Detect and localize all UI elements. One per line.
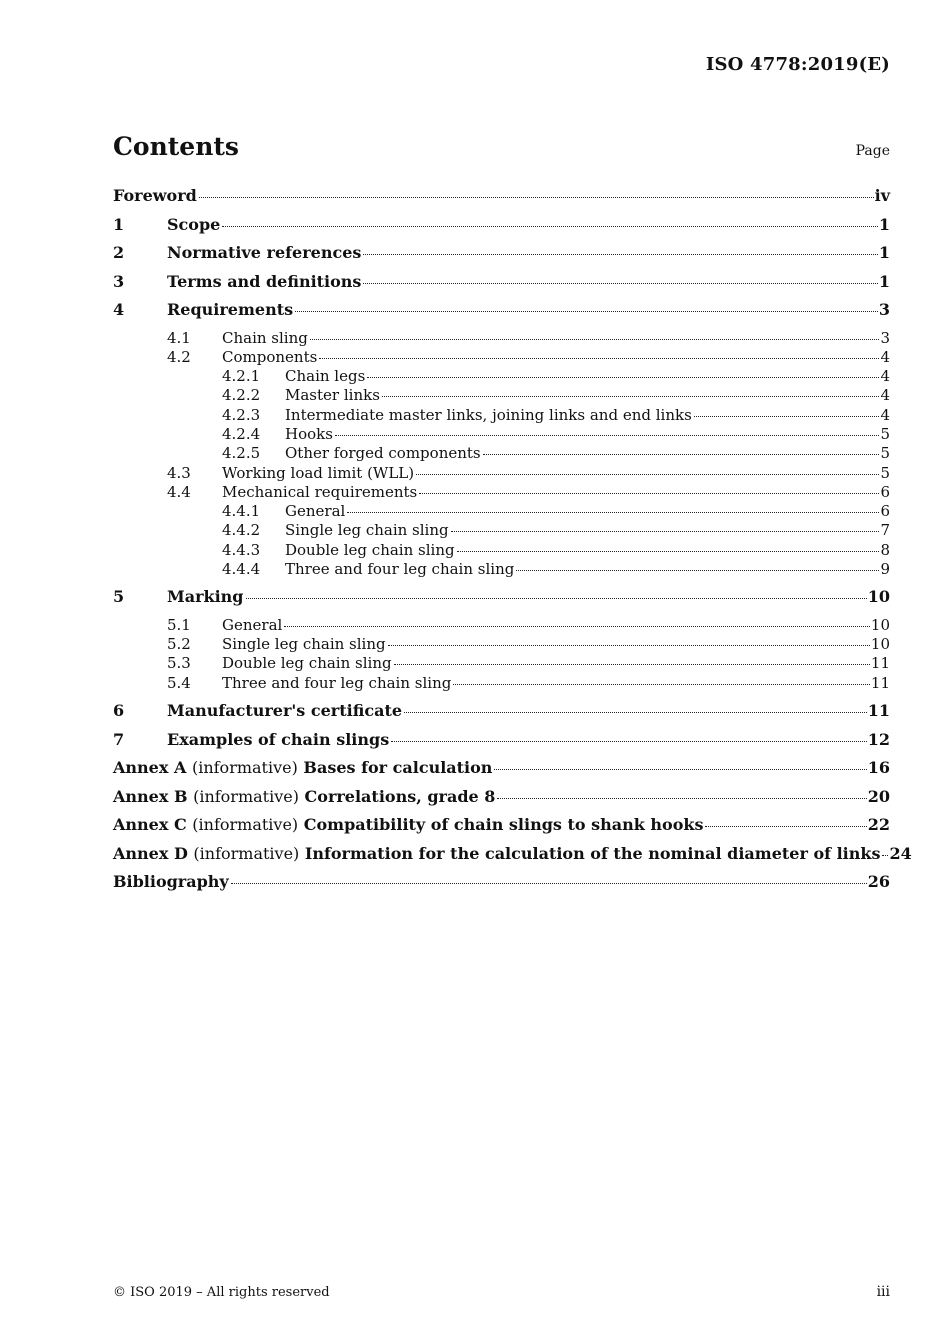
toc-entry[interactable] [113,843,912,873]
toc-entry-title: Three and four leg chain sling [222,673,452,692]
toc-subentry[interactable] [113,635,890,654]
toc-entry-number: 4.4.1 [222,502,261,521]
toc-entry-page: 3 [878,300,890,319]
toc-subentry[interactable] [113,464,890,483]
toc-entry-number: 5.4 [167,673,191,692]
toc-entry-number: 5.2 [167,635,191,654]
toc-entry-number: 4.2.2 [222,386,261,405]
toc-entry-number: 7 [113,729,125,749]
dot-leader [882,855,888,856]
toc-entry-page: iv [874,186,890,205]
dot-leader [705,826,866,827]
toc-entry-number: 4.1 [167,328,191,347]
annex-title: Information for the calculation of the nominal diameter of links [304,843,881,863]
toc-entry-page: 1 [878,214,890,234]
toc-entry-page: 1 [878,243,890,262]
toc-entry-title: Foreword [113,186,197,205]
dot-leader [231,883,867,884]
toc-entry-number: 4.3 [167,463,191,482]
dot-leader [246,598,867,599]
toc-entry[interactable] [113,215,890,244]
toc-entry-page: 9 [880,560,890,579]
dot-leader [295,311,878,312]
toc-entry-title: General [222,615,283,634]
toc-subsubentry[interactable] [113,406,890,425]
toc-entry[interactable] [113,587,890,616]
toc-subentry[interactable] [113,674,890,693]
toc-entry-page: 5 [880,463,890,482]
toc-entry-number: 4.2.4 [222,424,261,443]
toc-entry-page: 4 [880,386,890,405]
toc-entry-page: 10 [870,635,890,654]
toc-entry-title: Normative references [167,243,362,262]
dot-leader [388,645,870,646]
toc-entry-title: Double leg chain sling [222,654,392,673]
dot-leader [199,197,874,198]
toc-entry-title: Mechanical requirements [222,482,418,501]
toc-subsubentry[interactable] [113,502,890,521]
dot-leader [319,358,879,359]
toc-entry-number: 4 [113,300,125,319]
dot-leader [367,377,879,378]
toc-entry[interactable] [113,815,890,844]
annex-qualifier: (informative) [193,843,300,863]
dot-leader [694,416,880,417]
toc-subsubentry[interactable] [113,444,890,463]
toc-entry-number: 4.2.5 [222,444,261,463]
toc-entry[interactable] [113,787,890,816]
toc-entry-page: 10 [867,587,890,607]
toc-entry-page: 22 [867,815,890,835]
dot-leader [404,712,867,713]
toc-entry-number: 2 [113,243,125,262]
page-number-footer: iii [876,1284,890,1300]
toc-entry-number: 4.2.1 [222,367,261,386]
toc-entry-page: 8 [880,540,890,559]
toc-subentry[interactable] [113,348,890,367]
toc-subsubentry[interactable] [113,367,890,386]
annex-title: Correlations, grade 8 [304,786,496,806]
toc-entry-number: 4.4.2 [222,521,261,540]
toc-entry[interactable] [113,186,890,215]
toc-entry-page: 4 [880,347,890,366]
toc-entry-title: Components [222,347,318,366]
toc-entry-page: 16 [867,758,890,778]
toc-entry-title: Requirements [167,300,294,319]
dot-leader [284,626,870,627]
toc-entry-title: Terms and definitions [167,271,362,291]
dot-leader [416,474,879,475]
dot-leader [457,551,880,552]
toc-entry-title [113,787,495,806]
toc-entry-page: 4 [880,367,890,386]
toc-subentry[interactable] [113,654,890,673]
toc-entry[interactable] [113,872,890,901]
toc-entry[interactable] [113,730,890,759]
dot-leader [453,684,870,685]
toc-entry-page: 4 [880,405,890,424]
annex-label: Annex B [113,786,188,806]
toc-entry-number: 4.4.4 [222,560,261,579]
toc-entry-title: Chain sling [222,328,308,347]
toc-entry-title: Master links [285,386,380,405]
dot-leader [394,664,870,665]
toc-entry[interactable] [113,272,890,301]
toc-subsubentry[interactable] [113,386,890,405]
toc-entry-title: Single leg chain sling [285,521,449,540]
toc-entry-title: Intermediate master links, joining links and end links [285,405,692,424]
dot-leader [516,570,879,571]
toc-entry-page: 5 [880,424,890,443]
toc-entry-title: Working load limit (WLL) [222,463,415,482]
toc-entry-number: 5.1 [167,615,191,634]
toc-entry-title [113,815,703,834]
toc-entry-title: Other forged components [285,444,481,463]
toc-entry-page: 6 [880,502,890,521]
toc-entry-number: 4.4 [167,482,191,501]
toc-entry-page: 6 [880,482,890,501]
copyright-footer: © ISO 2019 – All rights reserved [113,1285,330,1300]
dot-leader [494,769,866,770]
page-title: Contents [113,132,240,161]
toc-entry-title: Chain legs [285,367,366,386]
dot-leader [419,493,879,494]
annex-title: Compatibility of chain slings to shank hooks [303,815,704,835]
annex-title: Bases for calculation [303,758,493,778]
toc-entry-number: 4.2.3 [222,405,261,424]
toc-entry-page: 26 [867,872,890,892]
document-id-header: ISO 4778:2019(E) [705,54,890,75]
annex-label: Annex C [113,815,187,835]
annex-qualifier: (informative) [193,786,299,806]
toc-entry-number: 4.2 [167,347,191,366]
toc-entry-title: Scope [167,214,221,234]
toc-entry-number: 5 [113,587,125,607]
toc-entry-number: 1 [113,214,125,234]
toc-entry-number: 6 [113,701,125,721]
toc-subsubentry[interactable] [113,560,890,579]
toc-entry-title: General [285,502,346,521]
annex-label: Annex A [113,758,187,778]
toc-subentry[interactable] [113,483,890,502]
toc-subentry[interactable] [113,616,890,635]
toc-subentry[interactable] [113,329,890,348]
toc-subsubentry[interactable] [113,521,890,540]
toc-entry[interactable] [113,243,890,272]
dot-leader [363,254,877,255]
toc-entry-page: 5 [880,444,890,463]
toc-entry-title [113,844,880,863]
dot-leader [483,454,880,455]
dot-leader [451,531,880,532]
dot-leader [347,512,879,513]
toc-entry-page: 11 [867,701,890,721]
toc-entry-page: 24 [889,843,912,863]
toc-entry-title: Manufacturer's certificate [167,701,403,721]
toc-entry[interactable] [113,300,890,329]
toc-entry-title: Examples of chain slings [167,729,390,749]
dot-leader [335,435,880,436]
table-of-contents [113,186,912,901]
toc-entry-page: 11 [870,673,890,692]
toc-subsubentry[interactable] [113,541,890,560]
toc-entry-title: Single leg chain sling [222,635,386,654]
toc-entry-page: 3 [880,328,890,347]
annex-label: Annex D [113,843,188,863]
annex-qualifier: (informative) [191,758,298,778]
toc-entry-number: 4.4.3 [222,540,261,559]
toc-entry-number: 3 [113,271,125,291]
toc-entry[interactable] [113,701,890,730]
dot-leader [497,798,866,799]
toc-entry-page: 11 [870,654,890,673]
dot-leader [391,741,867,742]
toc-entry-page: 7 [880,521,890,540]
dot-leader [363,283,877,284]
dot-leader [310,339,880,340]
toc-entry-title: Marking [167,587,244,607]
toc-entry-page: 1 [878,271,890,291]
toc-entry-title: Three and four leg chain sling [285,560,515,579]
toc-entry-page: 20 [867,786,890,806]
dot-leader [382,396,880,397]
toc-entry-number: 5.3 [167,654,191,673]
page-column-label: Page [855,143,890,159]
toc-entry-title: Double leg chain sling [285,540,455,559]
toc-entry[interactable] [113,758,890,787]
toc-subsubentry[interactable] [113,425,890,444]
toc-entry-title: Bibliography [113,872,229,892]
toc-entry-title [113,758,492,777]
toc-entry-page: 10 [870,615,890,634]
annex-qualifier: (informative) [192,815,299,835]
dot-leader [222,226,878,227]
toc-entry-title: Hooks [285,424,333,443]
toc-entry-page: 12 [867,729,890,749]
